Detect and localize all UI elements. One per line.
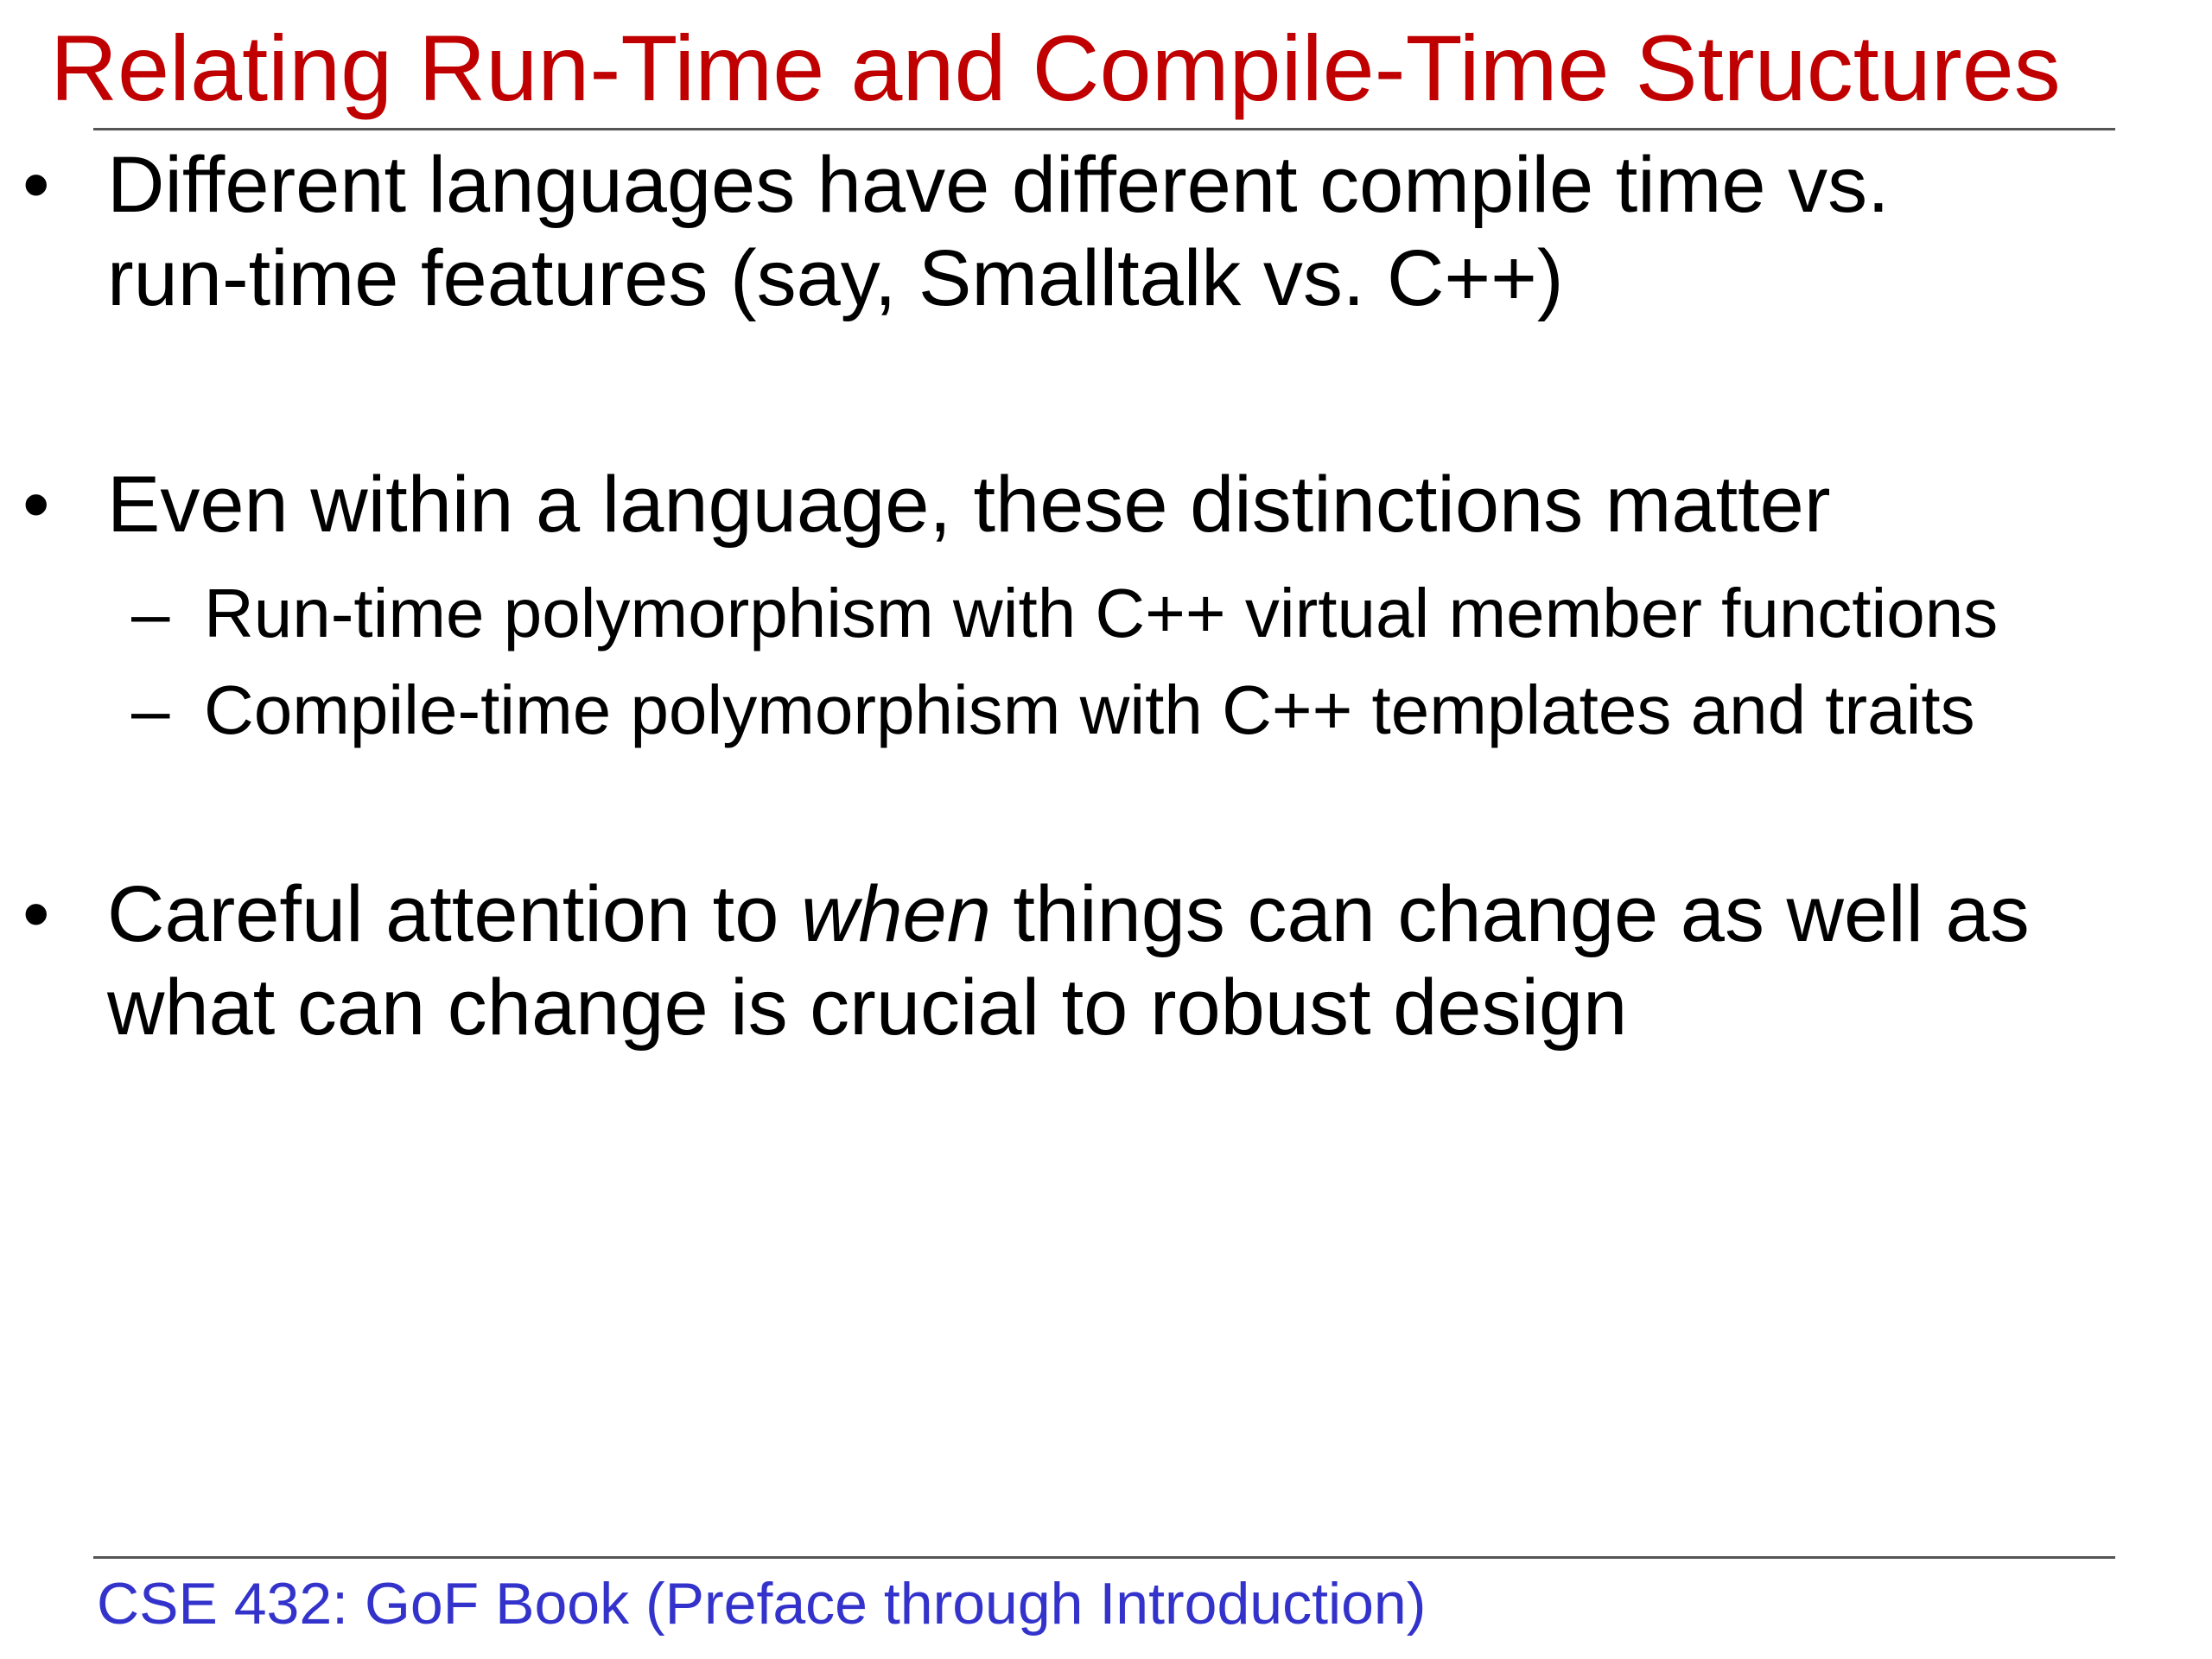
- bullet-line: what can change is crucial to robust design: [107, 963, 1628, 1052]
- sub-bullet-text: Compile-time polymorphism with C++ templates and traits: [204, 671, 1975, 748]
- title-divider: [93, 128, 2115, 130]
- bullet-text: [107, 138, 2198, 325]
- bullet-line: Different languages have different compile time vs.: [107, 141, 1890, 229]
- bullet-line-end: things can change as well as: [990, 870, 2030, 958]
- bullet-marker: •: [22, 461, 50, 548]
- bullet-text: [107, 868, 2198, 1054]
- bullet-line: Even within a language, these distinctions matter: [107, 461, 1831, 549]
- slide-title: Relating Run-Time and Compile-Time Structures: [50, 16, 2061, 120]
- footer-divider: [93, 1556, 2115, 1559]
- bullet-marker: •: [22, 871, 50, 957]
- bullet-line-start: Careful attention to: [107, 870, 801, 958]
- sub-bullet-text: Run-time polymorphism with C++ virtual member functions: [204, 575, 1999, 652]
- emphasis-when: when: [800, 870, 991, 958]
- footer-text: CSE 432: GoF Book (Preface through Introduction): [97, 1571, 1427, 1637]
- bullet-text: [107, 458, 2198, 551]
- bullet-line: run-time features (say, Smalltalk vs. C++): [107, 234, 1564, 322]
- bullet-marker: •: [22, 142, 50, 228]
- sub-bullet-marker: –: [131, 575, 170, 652]
- sub-bullet-marker: –: [131, 671, 170, 748]
